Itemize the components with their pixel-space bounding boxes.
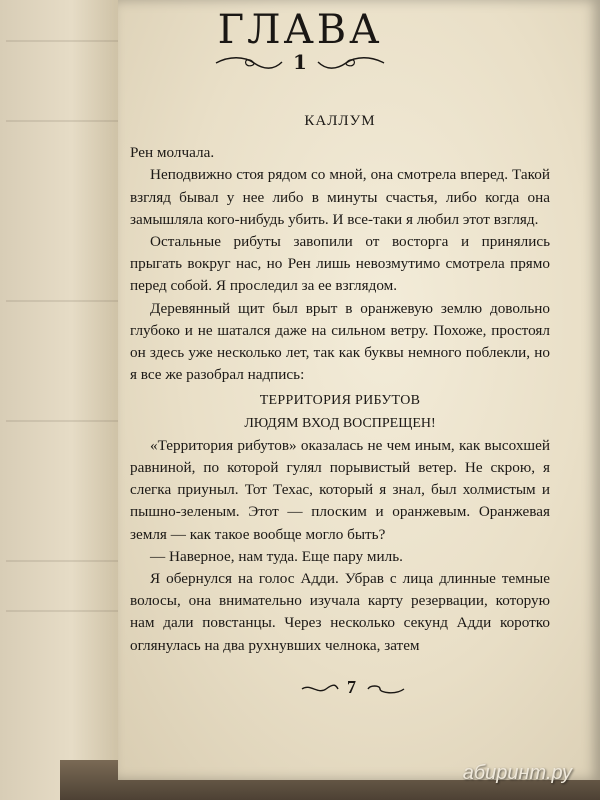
ornament-right-icon — [316, 54, 386, 72]
page-number: 7 — [347, 677, 356, 697]
body-text — [130, 110, 550, 657]
paragraph: Я обернулся на голос Адди. Убрав с лица длинные темные волосы, она внимательно изучала карту резервации, которую нам дали повстанцы. Через несколько секунд Адди коротко оглянулась на два рухнувших челнока, затем — [130, 570, 550, 654]
page-footer — [300, 677, 410, 701]
paragraph: — Наверное, нам туда. Еще пару миль. — [150, 547, 403, 565]
paragraph: Остальные рибуты завопили от восторга и принялись прыгать вокруг нас, но Рен лишь невозмутимо смотрела прямо перед собой. Я проследил за ее взглядом. — [130, 233, 550, 295]
folio-ornament-right-icon — [366, 683, 406, 695]
paragraph: Рен молчала. — [130, 144, 215, 162]
chapter-header — [200, 8, 400, 74]
paragraph: Неподвижно стоя рядом со мной, она смотрела вперед. Такой взгляд бывал у нее либо в минуты счастья, либо когда она замышляла кого-нибудь убить. И все-таки я любил этот взгляд. — [130, 166, 550, 228]
sign-line-1: ТЕРРИТОРИЯ РИБУТОВ — [259, 393, 421, 409]
paragraph: Деревянный щит был врыт в оранжевую землю довольно глубоко и не шатался даже на сильном ветру. Похоже, простоял он здесь уже несколько лет, так как буквы немного поблекли, но я все же разобрал надпись: — [130, 299, 550, 384]
ornament-left-icon — [214, 54, 284, 72]
chapter-number: 1 — [293, 50, 307, 74]
pov-heading: КАЛЛУМ — [304, 113, 376, 129]
folio-ornament-left-icon — [300, 683, 340, 695]
paragraph: «Территория рибутов» оказалась не чем иным, как высохшей равниной, по которой гулял порывистый ветер. Не скрою, я слегка приуныл. Тот Техас, который я знал, был холмистым и пышно-зеленым. Этот — плоским и оранжевым. Оранжевая земля — как такое вообще могло быть? — [130, 436, 550, 543]
facing-page — [0, 0, 130, 800]
watermark: абиринт.ру — [462, 762, 572, 784]
sign-line-2: ЛЮДЯМ ВХОД ВОСПРЕЩЕН! — [244, 415, 436, 431]
chapter-title: ГЛАВА — [217, 7, 383, 53]
